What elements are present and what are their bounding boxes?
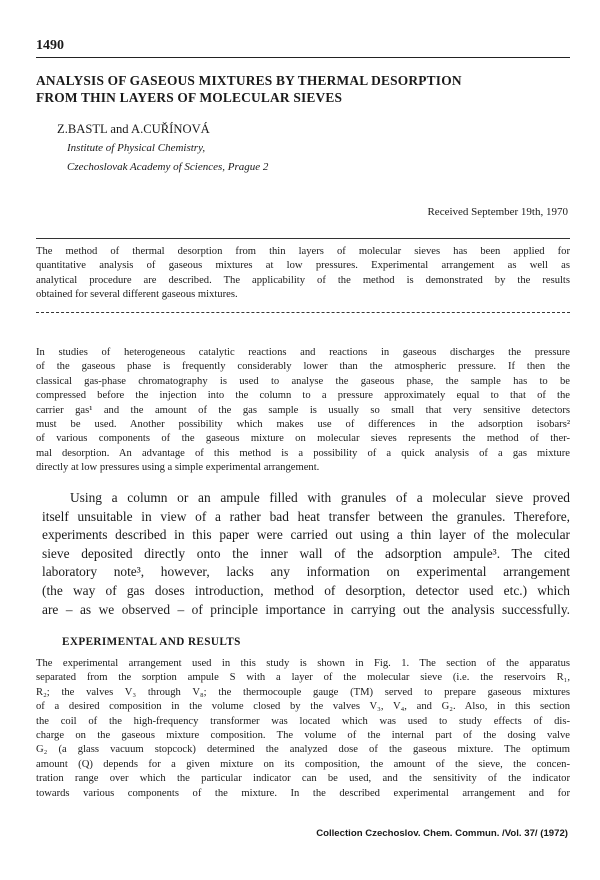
results-line: charge on the gaseous mixture composition. The volume of the internal part of the dosing valve [36, 730, 570, 742]
intro-line: compressed before the injection into the column to a pressure approximately equal to that of the [36, 390, 570, 402]
abstract [36, 245, 570, 303]
intro-line: classical gas-phase chromatography is used to analyse the gaseous phase, the sample has to be [36, 375, 570, 387]
title-line-2: FROM THIN LAYERS OF MOLECULAR SIEVES [36, 90, 343, 105]
intro-line: must be used. Another possibility which makes use of differences in the adsorption isobars² [36, 419, 570, 431]
intro-line: carrier gas¹ and the amount of the gas sample is usually so small that very sensitive detectors [36, 404, 570, 416]
intro-paragraph [36, 346, 570, 476]
abstract-line: analytical procedure are described. The applicability of the method is demonstrated by the results [36, 274, 570, 286]
body-line: itself unsuitable in view of a rather bad heat transfer between the granules. Therefore, [42, 508, 570, 524]
results-line: The experimental arrangement used in this study is shown in Fig. 1. The section of the apparatus [36, 658, 570, 669]
journal-footer: Collection Czechoslov. Chem. Commun. /Vol. 37/ (1972) [316, 828, 568, 839]
results-line: the coil of the high-frequency transformer was located which was used to study effects of dis- [36, 715, 570, 727]
abstract-rule-bottom [36, 312, 570, 313]
body-paragraph [42, 489, 570, 619]
results-line: towards various components of the mixture. In the described experimental arrangement and for [36, 787, 570, 799]
authors: Z.BASTL and A.CUŘÍNOVÁ [57, 122, 210, 136]
intro-line: of the gaseous phase is frequently considerably lower than the atmospheric pressure. If then the [36, 361, 570, 373]
body-line: laboratory note³, however, lacks any information on experimental arrangement [42, 564, 570, 580]
body-line: experiments described in this paper were carried out using a thin layer of the molecular [42, 527, 570, 543]
abstract-line: The method of thermal desorption from thin layers of molecular sieves has been applied for [36, 246, 570, 257]
affiliation-line-1: Institute of Physical Chemistry, [67, 142, 206, 154]
title-line-1: ANALYSIS OF GASEOUS MIXTURES BY THERMAL DESORPTION [36, 73, 462, 88]
abstract-line: quantitative analysis of gaseous mixtures at low pressures. Experimental arrangement as well as [36, 260, 570, 272]
intro-line: directly at low pressures using a simple experimental arrangement. [36, 462, 320, 474]
body-line: are – as we observed – of principle importance in carrying out the analysis successfully. [42, 601, 570, 617]
results-line: tration range over which the particular indicator can be used, and the sensitivity of the indicator [36, 773, 570, 785]
section-heading: EXPERIMENTAL AND RESULTS [62, 636, 241, 648]
intro-line: of various components of the gaseous mixture on molecular sieves represents the method of ther- [36, 433, 570, 445]
intro-line: In studies of heterogeneous catalytic reactions and reactions in gaseous discharges the pressure [36, 347, 570, 358]
results-line: separated from the sorption ampule S with a layer of the molecular sieve (i.e. the reservoirs R₁, [36, 672, 570, 684]
page-number: 1490 [36, 38, 64, 53]
received-date: Received September 19th, 1970 [427, 206, 568, 218]
header-rule [36, 57, 570, 58]
body-line: sieve deposited directly onto the inner wall of the adsorption ampule³. The cited [42, 545, 570, 561]
results-line: R₂; the valves V₃ through V₈; the thermocouple gauge (TM) served to prepare gaseous mixtures [36, 686, 570, 698]
article-title [36, 72, 556, 106]
results-paragraph [36, 657, 570, 801]
abstract-rule-top [36, 238, 570, 239]
body-line: Using a column or an ampule filled with granules of a molecular sieve proved [70, 490, 570, 505]
intro-line: mal desorption. An advantage of this method is a possibility of a quick analysis of a gas mixture [36, 447, 570, 459]
body-line: (the way of gas doses introduction, method of desorption, detector used etc.) which [42, 582, 570, 598]
results-line: of a desired composition in the volume closed by the valves V₃, V₄, and G₂. Also, in this section [36, 701, 570, 713]
results-line: amount (Q) depends for a given mixture on its composition, the amount of the sieve, the concen- [36, 758, 570, 770]
affiliation-line-2: Czechoslovak Academy of Sciences, Prague 2 [67, 161, 269, 173]
results-line: G₂ (a glass vacuum stopcock) determined the analyzed dose of the gaseous mixture. The optimum [36, 744, 570, 756]
abstract-line: obtained for several different gaseous mixtures. [36, 289, 238, 301]
